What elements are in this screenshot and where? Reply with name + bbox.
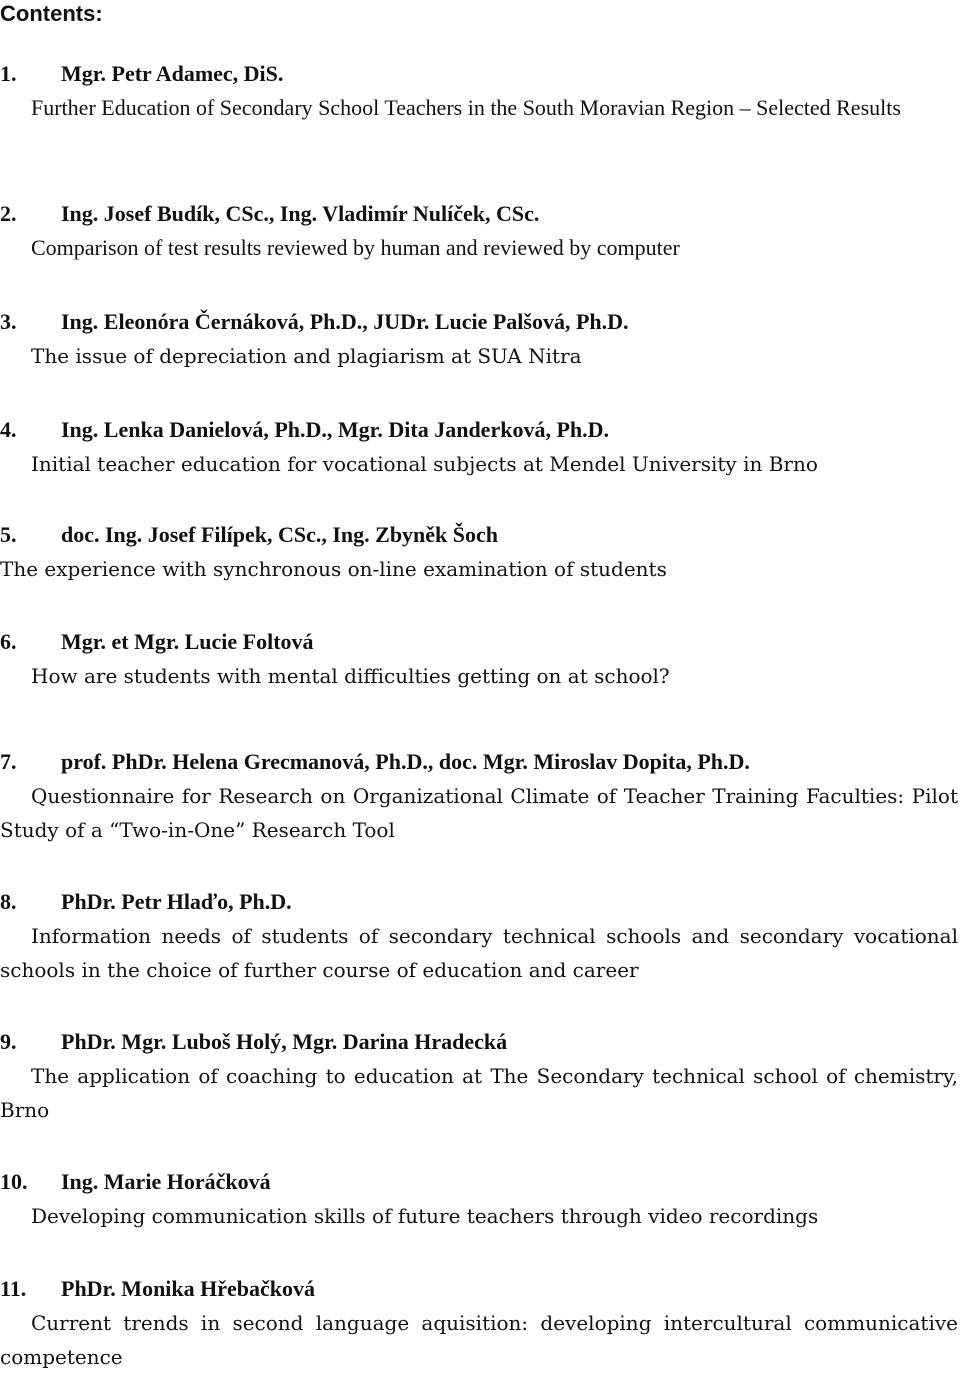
- entry-authors: Ing. Josef Budík, CSc., Ing. Vladimír Nulíček, CSc.: [61, 201, 540, 226]
- entry-number: 2.: [0, 201, 17, 226]
- contents-entry-4: [0, 413, 958, 481]
- contents-entry-9: [0, 1025, 958, 1127]
- entry-authors-line: [0, 625, 958, 659]
- entry-authors-line: [0, 1165, 958, 1199]
- contents-entry-1: [0, 57, 958, 125]
- entry-number: 3.: [0, 309, 17, 334]
- entry-authors: doc. Ing. Josef Filípek, CSc., Ing. Zbyněk Šoch: [61, 522, 499, 547]
- contents-entry-8: [0, 885, 958, 987]
- entry-authors: Ing. Marie Horáčková: [61, 1169, 271, 1194]
- entry-authors-line: [0, 305, 958, 339]
- entry-authors-line: [0, 1025, 958, 1059]
- contents-entry-3: [0, 305, 958, 373]
- entry-number: 7.: [0, 749, 17, 774]
- entry-authors: Mgr. et Mgr. Lucie Foltová: [61, 629, 314, 654]
- entry-title: Developing communication skills of future teachers through video recordings: [31, 1204, 819, 1228]
- entry-authors-line: [0, 57, 958, 91]
- contents-entry-10: [0, 1165, 958, 1233]
- entry-authors: Ing. Lenka Danielová, Ph.D., Mgr. Dita Janderková, Ph.D.: [61, 417, 610, 442]
- entry-authors: Mgr. Petr Adamec, DiS.: [61, 61, 284, 86]
- entry-authors: Ing. Eleonóra Černáková, Ph.D., JUDr. Lucie Palšová, Ph.D.: [61, 309, 629, 334]
- entry-title: Initial teacher education for vocational subjects at Mendel University in Brno: [31, 452, 818, 476]
- entry-number: 5.: [0, 522, 17, 547]
- entry-number: 1.: [0, 61, 17, 86]
- entry-number: 6.: [0, 629, 17, 654]
- entry-authors: PhDr. Monika Hřebačková: [61, 1276, 316, 1301]
- entry-authors-line: [0, 518, 958, 552]
- entry-authors: prof. PhDr. Helena Grecmanová, Ph.D., doc. Mgr. Miroslav Dopita, Ph.D.: [61, 749, 750, 774]
- contents-entry-7: [0, 745, 958, 847]
- contents-entry-5: [0, 518, 958, 586]
- entry-authors-line: [0, 1272, 958, 1306]
- entry-title: How are students with mental difficulties getting on at school?: [31, 664, 670, 688]
- entry-authors: PhDr. Petr Hlaďo, Ph.D.: [61, 889, 292, 914]
- entry-title: Further Education of Secondary School Teachers in the South Moravian Region – Selected Results: [31, 95, 901, 120]
- entry-authors-line: [0, 745, 958, 779]
- entry-title: Comparison of test results reviewed by human and reviewed by computer: [31, 235, 680, 260]
- entry-authors-line: [0, 885, 958, 919]
- entry-number: 11.: [0, 1276, 27, 1301]
- contents-heading: Contents:: [0, 1, 103, 26]
- entry-authors-line: [0, 413, 958, 447]
- entry-authors-line: [0, 197, 958, 231]
- entry-title: The experience with synchronous on-line examination of students: [0, 557, 667, 581]
- entry-title: Current trends in second language aquisition: developing intercultural communicative competence: [0, 1311, 958, 1369]
- contents-entry-2: [0, 197, 958, 265]
- entry-title: The application of coaching to education at The Secondary technical school of chemistry, Brno: [0, 1064, 958, 1122]
- entry-title: The issue of depreciation and plagiarism at SUA Nitra: [31, 344, 582, 368]
- entry-number: 4.: [0, 417, 17, 442]
- entry-number: 10.: [0, 1169, 28, 1194]
- entry-title: Information needs of students of secondary technical schools and secondary vocational schools in the choice of further course of education and career: [0, 924, 958, 982]
- contents-entry-6: [0, 625, 958, 693]
- entry-number: 9.: [0, 1029, 17, 1054]
- contents-entry-11: [0, 1272, 958, 1374]
- entry-title: Questionnaire for Research on Organizational Climate of Teacher Training Faculties: Pilot Study of a “Two-in-One” Research Tool: [0, 784, 958, 842]
- entry-authors: PhDr. Mgr. Luboš Holý, Mgr. Darina Hradecká: [61, 1029, 508, 1054]
- entry-number: 8.: [0, 889, 17, 914]
